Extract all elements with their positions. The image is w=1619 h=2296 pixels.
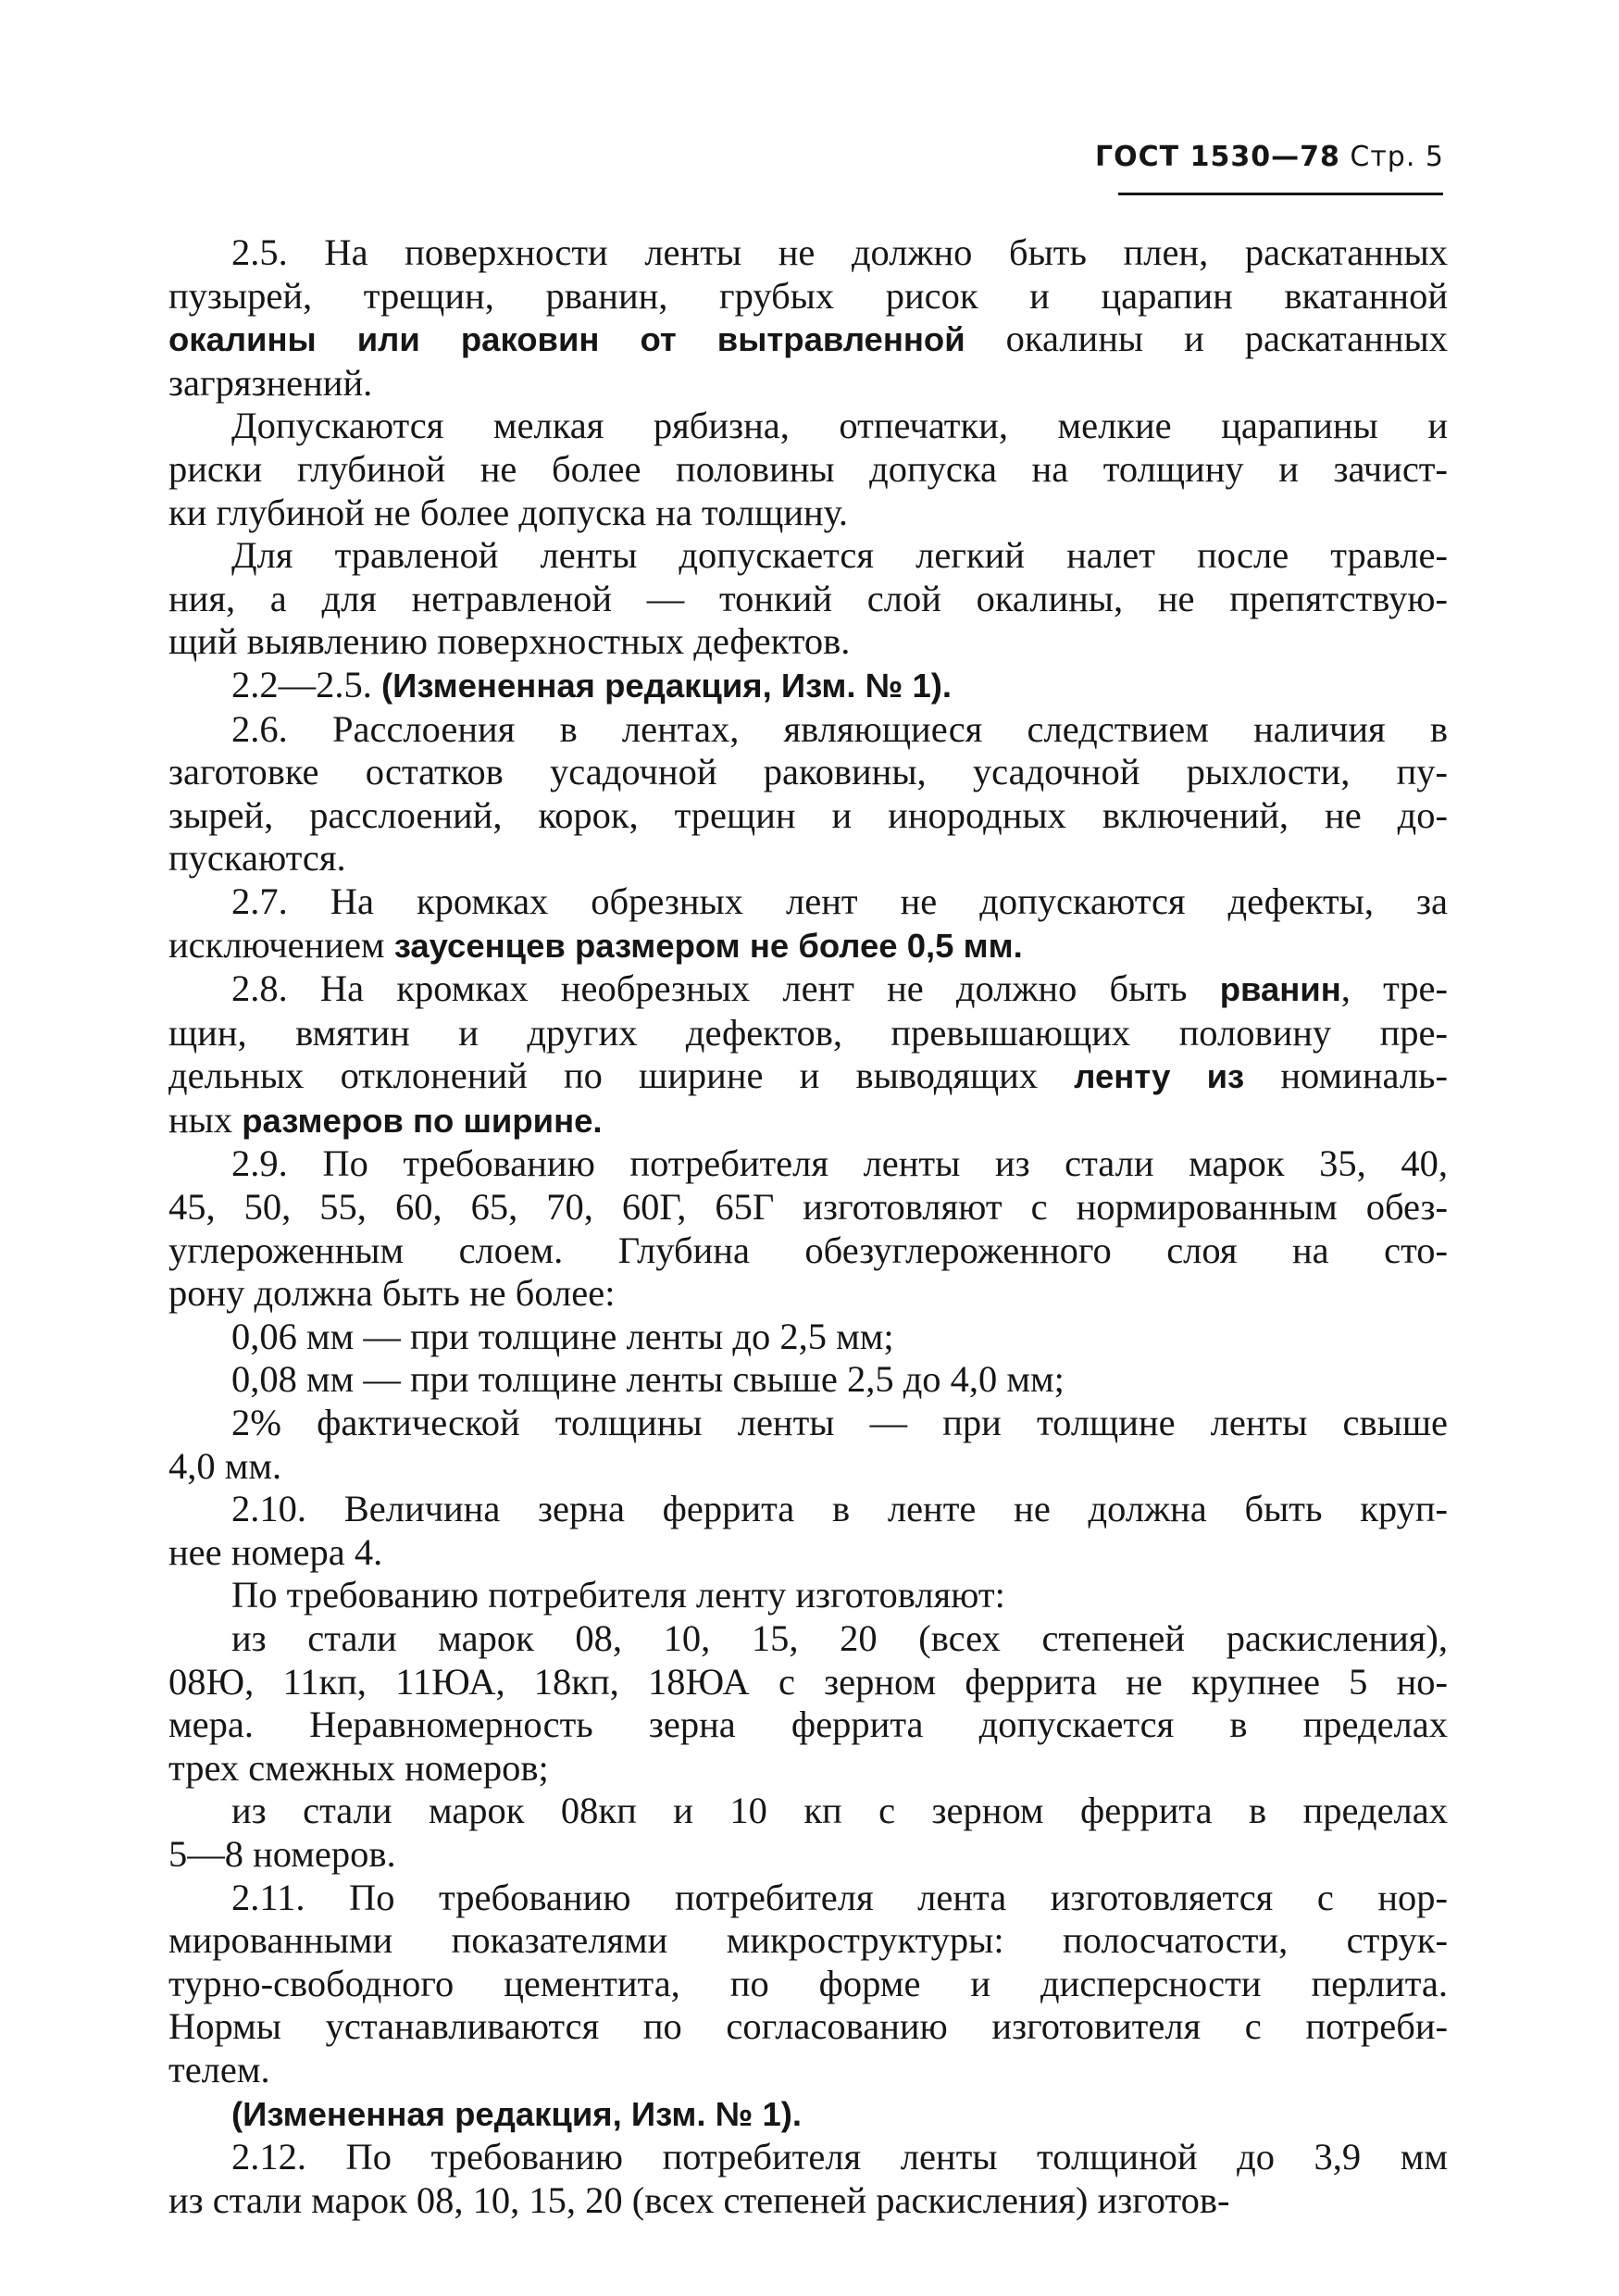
- line-text: щин, вмятин и других дефектов, превышающих половину пре-: [168, 1011, 1448, 1054]
- text-line: [168, 1272, 1448, 1316]
- line-text: 4,0 мм.: [168, 1444, 282, 1487]
- text-line: [168, 880, 1448, 924]
- header-rule: [1118, 193, 1443, 195]
- text-line: [168, 534, 1448, 578]
- page-number: Стр. 5: [1350, 141, 1444, 173]
- text-line: [168, 1229, 1448, 1273]
- line-text: из стали марок 08кп и 10 кп с зерном феррита в пределах: [231, 1790, 1448, 1832]
- line-text: 5—8 номеров.: [168, 1832, 396, 1875]
- text-line: [168, 1402, 1448, 1445]
- text-line: [168, 1963, 1448, 2006]
- line-text: ния, а для нетравленой — тонкий слой окалины, не препятствую-: [168, 577, 1448, 619]
- text-line: [168, 1833, 1448, 1877]
- text-line: [168, 1099, 1448, 1143]
- text-line: [168, 2092, 1448, 2137]
- amendment-note: (Измененная редакция, Изм. № 1).: [231, 2094, 803, 2133]
- line-text: ных размеров по ширине.: [168, 1098, 603, 1141]
- line-text: 0,06 мм — при толщине ленты до 2,5 мм;: [231, 1315, 894, 1357]
- text-line: [168, 405, 1448, 448]
- line-text: По требованию потребителя ленту изготовляют:: [231, 1574, 1005, 1616]
- line-text: 45, 50, 55, 60, 65, 70, 60Г, 65Г изготовляют с нормированным обез-: [168, 1186, 1448, 1229]
- line-text: исключением заусенцев размером не более 0,5 мм.: [168, 923, 1023, 966]
- text-line: [168, 492, 1448, 535]
- text-line: [168, 837, 1448, 880]
- line-text: 2.7. На кромках обрезных лент не допускаются дефекты, за: [231, 880, 1448, 922]
- text-line: [168, 1445, 1448, 1489]
- line-text: пузырей, трещин, рванин, грубых рисок и царапин вкатанной: [168, 274, 1448, 317]
- line-text: 08Ю, 11кп, 11ЮА, 18кп, 18ЮА с зерном феррита не крупнее 5 но-: [168, 1660, 1448, 1703]
- text-line: [168, 1661, 1448, 1704]
- text-line: [168, 1747, 1448, 1791]
- text-line: [168, 1877, 1448, 1920]
- text-line: [168, 1790, 1448, 1833]
- line-text: рону должна быть не более:: [168, 1272, 616, 1315]
- line-text: 2.8. На кромках необрезных лент не должно быть рванин, тре-: [231, 967, 1449, 1010]
- text-line: [168, 967, 1448, 1012]
- line-text: 2.9. По требованию потребителя ленты из стали марок 35, 40,: [231, 1142, 1448, 1185]
- text-line: [168, 1358, 1448, 1402]
- line-text: Нормы устанавливаются по согласованию изготовителя с потреби-: [168, 2005, 1448, 2048]
- text-line: [168, 2179, 1448, 2223]
- line-text: 0,08 мм — при толщине ленты свыше 2,5 до 4,0 мм;: [231, 1358, 1065, 1401]
- text-line: [168, 231, 1448, 275]
- text-line: [168, 2049, 1448, 2092]
- line-text: 2.5. На поверхности ленты не должно быть плен, раскатанных: [231, 231, 1448, 273]
- text-line: [168, 1531, 1448, 1575]
- line-text: Допускаются мелкая рябизна, отпечатки, мелкие царапины и: [231, 405, 1448, 447]
- text-line: [168, 318, 1448, 362]
- text-line: [168, 1574, 1448, 1617]
- text-line: [168, 1316, 1448, 1359]
- line-text: 2.11. По требованию потребителя лента изготовляется с нор-: [231, 1876, 1448, 1918]
- line-text: пускаются.: [168, 837, 346, 880]
- text-line: [168, 664, 1448, 708]
- line-text: Для травленой ленты допускается легкий налет после травле-: [231, 534, 1448, 577]
- line-text: 2.10. Величина зерна феррита в ленте не должна быть круп-: [231, 1488, 1448, 1530]
- text-line: [168, 1186, 1448, 1229]
- page-header: [1074, 141, 1444, 173]
- line-text: 2% фактической толщины ленты — при толщине ленты свыше: [231, 1402, 1448, 1444]
- line-text: 2.12. По требованию потребителя ленты толщиной до 3,9 мм: [231, 2136, 1448, 2178]
- text-line: [168, 1054, 1448, 1099]
- line-text: окалины или раковин от вытравленной окалины и раскатанных: [168, 318, 1448, 360]
- clause-number: 2.2—2.5.: [231, 663, 381, 705]
- line-text: дельных отклонений по ширине и выводящих ленту из номиналь-: [168, 1054, 1448, 1097]
- line-text: щий выявлению поверхностных дефектов.: [168, 620, 851, 663]
- text-line: [168, 1617, 1448, 1661]
- standard-number: ГОСТ 1530—78: [1095, 141, 1340, 173]
- text-line: [168, 275, 1448, 318]
- line-text: мера. Неравномерность зерна феррита допускается в пределах: [168, 1703, 1448, 1746]
- line-text: углероженным слоем. Глубина обезуглероженного слоя на сто-: [168, 1229, 1448, 1271]
- text-line: [168, 924, 1448, 968]
- text-line: [168, 1142, 1448, 1186]
- text-line: [168, 794, 1448, 838]
- text-line: [168, 1488, 1448, 1531]
- line-text: риски глубиной не более половины допуска на толщину и зачист-: [168, 447, 1448, 490]
- line-text: нее номера 4.: [168, 1530, 383, 1573]
- line-text: из стали марок 08, 10, 15, 20 (всех степеней раскисления),: [231, 1617, 1448, 1659]
- text-line: [168, 708, 1448, 752]
- line-text: трех смежных номеров;: [168, 1746, 549, 1789]
- text-line: [168, 578, 1448, 621]
- line-text: мированными показателями микроструктуры: полосчатости, струк-: [168, 1919, 1448, 1962]
- text-line: [168, 2005, 1448, 2049]
- text-line: [168, 1012, 1448, 1055]
- text-line: [168, 1919, 1448, 1963]
- line-text: зырей, расслоений, корок, трещин и инородных включений, не до-: [168, 793, 1448, 836]
- line-text: из стали марок 08, 10, 15, 20 (всех степеней раскисления) изготов-: [168, 2178, 1230, 2221]
- text-line: [168, 620, 1448, 664]
- text-line: [168, 448, 1448, 492]
- text-line: [168, 362, 1448, 406]
- line-text: телем.: [168, 2048, 270, 2090]
- amendment-note: (Измененная редакция, Изм. № 1).: [381, 666, 953, 705]
- line-text: турно-свободного цементита, по форме и дисперсности перлита.: [168, 1962, 1448, 2004]
- line-text: заготовке остатков усадочной раковины, усадочной рыхлости, пу-: [168, 751, 1448, 793]
- line-text: загрязнений.: [168, 361, 373, 404]
- text-line: [168, 751, 1448, 794]
- line-text: ки глубиной не более допуска на толщину.: [168, 491, 848, 533]
- text-line: [168, 1703, 1448, 1747]
- document-body: [168, 231, 1448, 2222]
- line-text: 2.6. Расслоения в лентах, являющиеся следствием наличия в: [231, 707, 1448, 750]
- text-line: [168, 2136, 1448, 2179]
